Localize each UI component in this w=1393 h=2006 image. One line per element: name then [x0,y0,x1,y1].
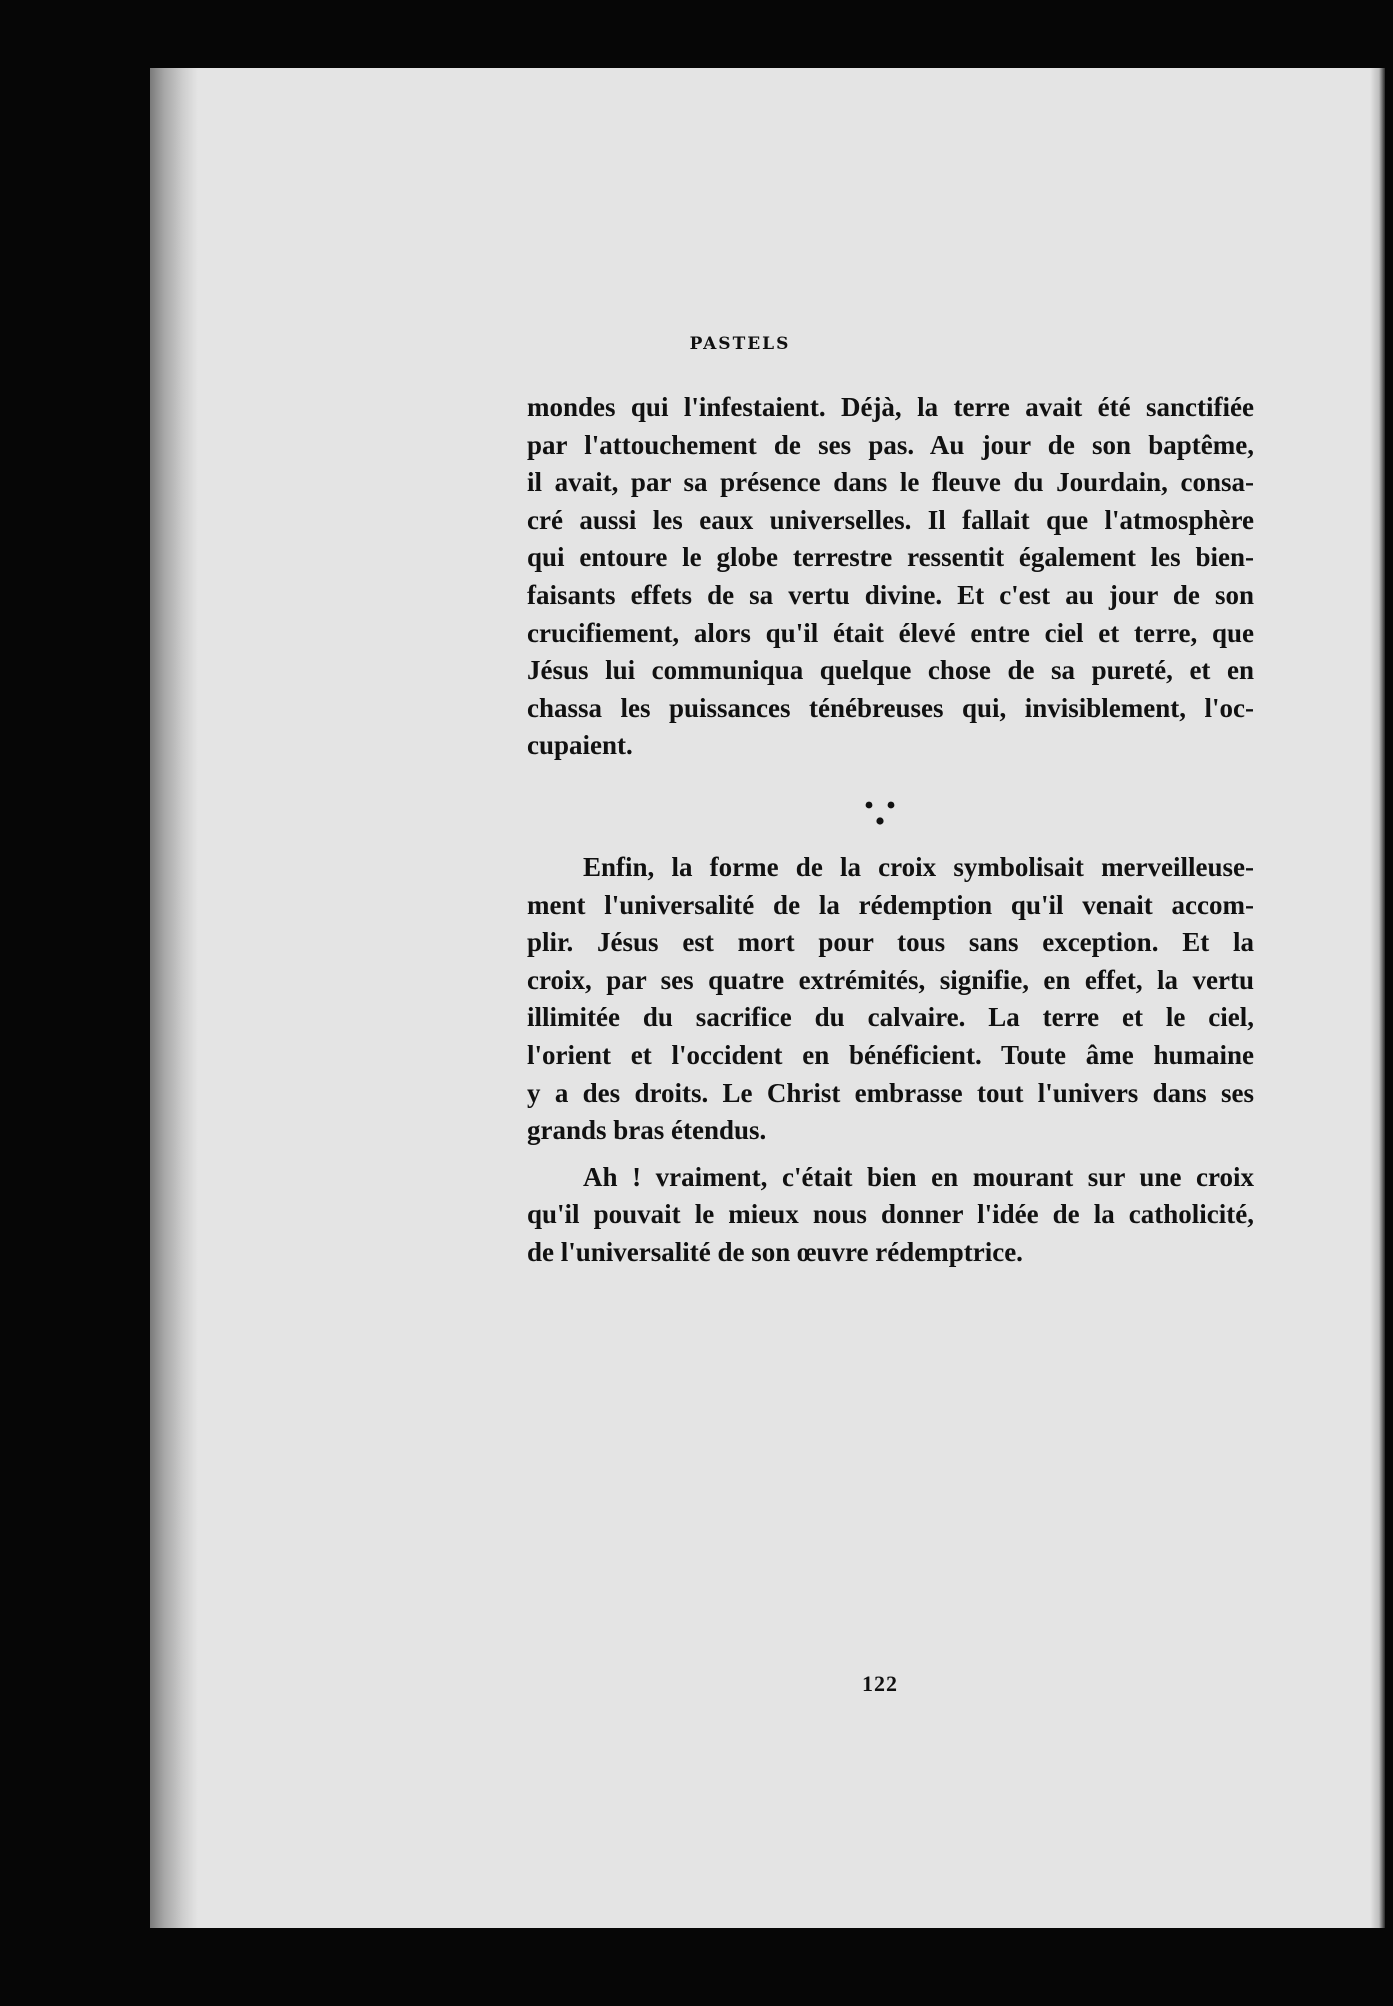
text-line: chassa les puissances ténébreuses qui, invisiblement, l'oc- [527,692,1254,723]
text-line: cré aussi les eaux universelles. Il fallait que l'atmosphère [527,504,1254,535]
text-line: crucifiement, alors qu'il était élevé entre ciel et terre, que [527,617,1254,648]
text-line: Jésus lui communiqua quelque chose de sa pureté, et en [527,655,1254,686]
text-line: illimitée du sacrifice du calvaire. La terre et le ciel, [527,1002,1254,1033]
text-line: Enfin, la forme de la croix symbolisait merveilleuse- [583,851,1254,882]
asterism-star [866,802,873,809]
paragraph-1 [527,389,1254,765]
text-line: cupaient. [527,730,633,761]
text-line: y a des droits. Le Christ embrasse tout l'univers dans ses [527,1077,1254,1108]
text-line: croix, par ses quatre extrémités, signifie, en effet, la vertu [527,964,1254,995]
paragraph-3 [527,1159,1254,1272]
text-line: faisants effets de sa vertu divine. Et c'est au jour de son [527,579,1254,610]
page-number: 122 [862,1671,898,1696]
asterism-star [888,802,895,809]
page-right-edge [1370,68,1385,1928]
text-line: de l'universalité de son œuvre rédemptrice. [527,1236,1023,1267]
text-line: qui entoure le globe terrestre ressentit également les bien- [527,542,1254,573]
paragraph-spacer [527,1150,1254,1159]
asterism-ornament [855,795,905,835]
text-line: ment l'universalité de la rédemption qu'il venait accom- [527,889,1254,920]
text-line: mondes qui l'infestaient. Déjà, la terre avait été sanctifiée [527,392,1254,422]
paragraph-2 [527,849,1254,1150]
text-line: l'orient et l'occident en bénéficient. Toute âme humaine [527,1039,1254,1070]
text-line: plir. Jésus est mort pour tous sans exception. Et la [527,927,1254,958]
text-line: qu'il pouvait le mieux nous donner l'idée de la catholicité, [527,1199,1254,1230]
text-line: grands bras étendus. [527,1115,767,1146]
asterism-star [876,817,883,824]
text-line: par l'attouchement de ses pas. Au jour de son baptême, [527,429,1254,460]
text-line: Ah ! vraiment, c'était bien en mourant sur une croix [583,1161,1254,1192]
page-binding-shadow [150,68,198,1928]
text-line: il avait, par sa présence dans le fleuve du Jourdain, consa- [527,467,1254,498]
running-head: PASTELS [689,334,791,354]
